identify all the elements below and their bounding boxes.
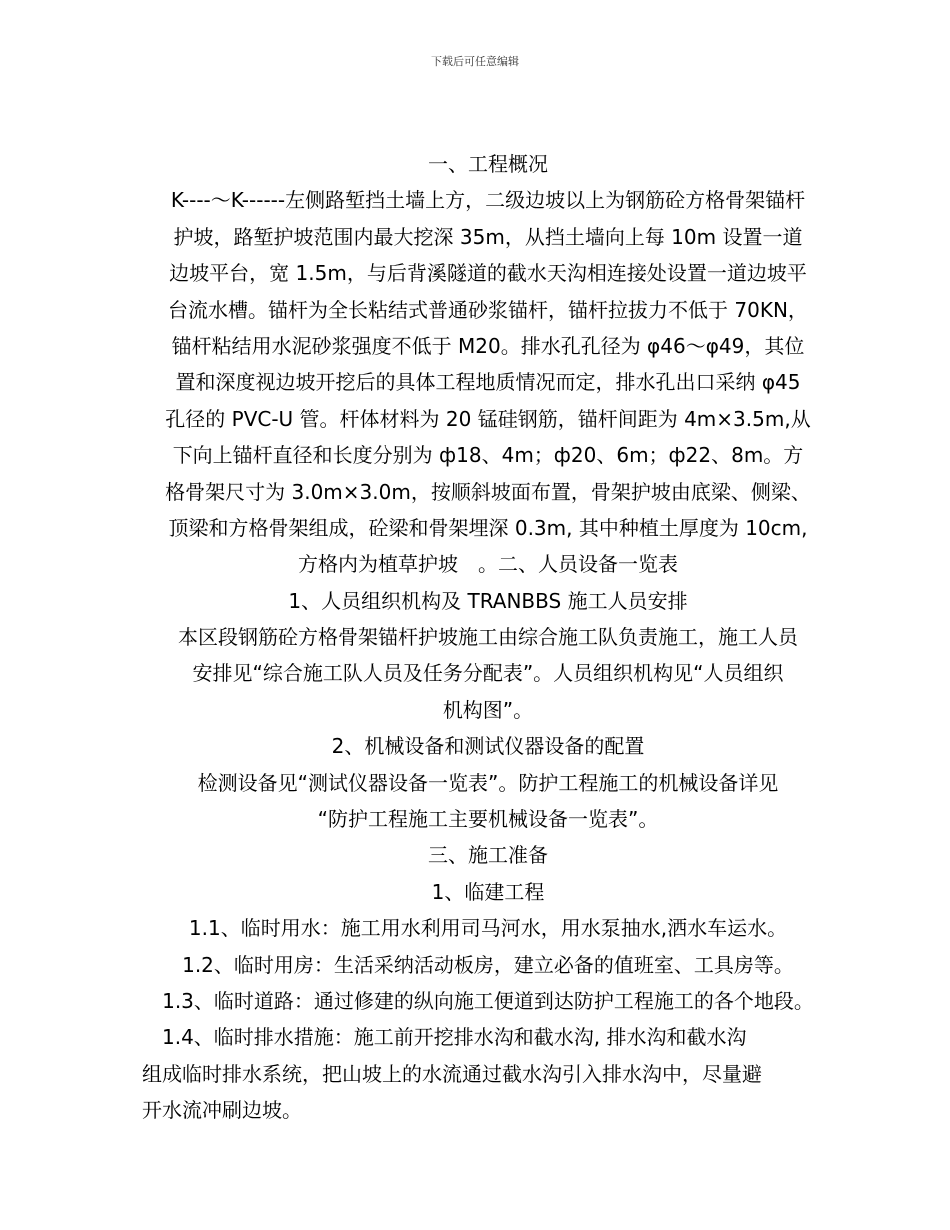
paragraph-line: 本区段钢筋砼方格骨架锚杆护坡施工由综合施工队负责施工，施工人员 (178, 625, 798, 650)
paragraph-line: 安排见“综合施工队人员及任务分配表”。人员组织机构见“人员组织 (192, 661, 784, 686)
paragraph-line: 方格内为植草护坡 。二、人员设备一览表 (298, 552, 678, 577)
paragraph-line: 1.4、临时排水措施：施工前开挖排水沟和截水沟, 排水沟和截水沟 (142, 1025, 747, 1050)
page-header-note: 下载后可任意编辑 (431, 55, 519, 68)
paragraph-line: 检测设备见“测试仪器设备一览表”。防护工程施工的机械设备详见 (197, 770, 779, 795)
paragraph-line: 护坡，路堑护坡范围内最大挖深 35m，从挡土墙向上每 10m 设置一道 (173, 224, 803, 249)
document-body (142, 146, 834, 1129)
subsection-heading: 1、人员组织机构及 TRANBBS 施工人员安排 (288, 588, 688, 613)
subsection-heading: 1、临建工程 (431, 879, 545, 904)
paragraph-line: 1.1、临时用水：施工用水利用司马河水，用水泵抽水,洒水车运水。 (188, 916, 788, 941)
paragraph-line: 下向上锚杆直径和长度分别为 ф18、4m；ф20、6m；ф22、8m。方 (172, 443, 804, 468)
paragraph-line: 组成临时排水系统，把山坡上的水流通过截水沟引入排水沟中，尽量避 (142, 1061, 762, 1086)
section-heading: 三、施工准备 (428, 843, 548, 868)
paragraph-line: 1.3、临时道路：通过修建的纵向施工便道到达防护工程施工的各个地段。 (162, 988, 814, 1013)
paragraph-line: 开水流冲刷边坡。 (142, 1098, 302, 1123)
paragraph-line: 机构图”。 (442, 697, 534, 722)
paragraph-line: K----～K------左侧路堑挡土墙上方，二级边坡以上为钢筋砼方格骨架锚杆 (170, 188, 806, 213)
paragraph-line: 置和深度视边坡开挖后的具体工程地质情况而定，排水孔出口采纳 φ45 (175, 370, 801, 395)
section-heading: 一、工程概况 (428, 152, 548, 176)
paragraph-line: 1.2、临时用房：生活采纳活动板房，建立必备的值班室、工具房等。 (182, 952, 794, 977)
paragraph-line: 格骨架尺寸为 3.0m×3.0m，按顺斜坡面布置，骨架护坡由底梁、侧梁、 (165, 479, 811, 504)
paragraph-line: 边坡平台，宽 1.5m，与后背溪隧道的截水天沟相连接处设置一道边坡平 (169, 261, 807, 286)
paragraph-line: 顶梁和方格骨架组成，砼梁和骨架埋深 0.3m, 其中种植土厚度为 10cm, (168, 515, 808, 540)
paragraph-line: “防护工程施工主要机械设备一览表”。 (317, 807, 659, 832)
paragraph-line: 孔径的 PVC-U 管。杆体材料为 20 锰硅钢筋，锚杆间距为 4m×3.5m,从 (165, 406, 811, 431)
paragraph-line: 台流水槽。锚杆为全长粘结式普通砂浆锚杆，锚杆拉拔力不低于 70KN， (168, 297, 808, 322)
subsection-heading: 2、机械设备和测试仪器设备的配置 (331, 734, 645, 759)
paragraph-line: 锚杆粘结用水泥砂浆强度不低于 M20。排水孔孔径为 φ46～φ49，其位 (171, 333, 805, 358)
